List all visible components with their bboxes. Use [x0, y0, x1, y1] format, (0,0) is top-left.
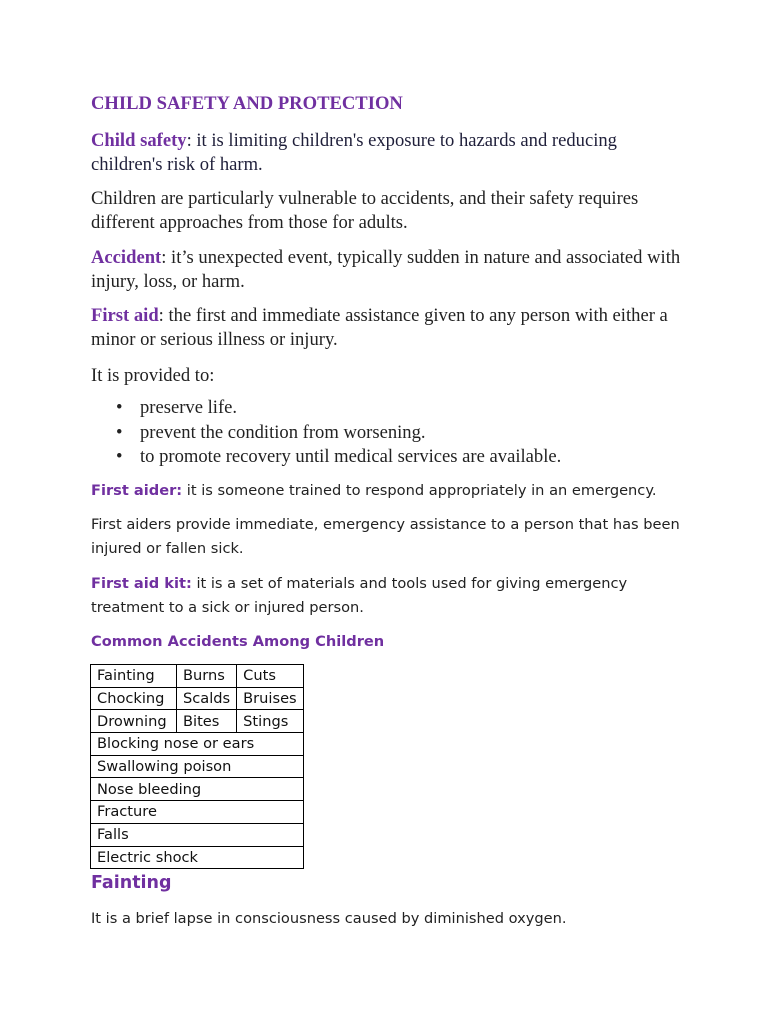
table-cell: Nose bleeding [91, 778, 304, 801]
table-row [91, 778, 304, 801]
accident-term: Accident [91, 247, 162, 268]
first-aid-paragraph [91, 304, 701, 352]
accidents-heading: Common Accidents Among Children [91, 633, 385, 650]
table-cell: Bruises [237, 687, 304, 710]
first-aid-kit-definition: it is a set of materials and tools used for giving emergency treatment to a sick or injured person. [91, 575, 628, 616]
first-aider-paragraph [91, 479, 691, 503]
list-item: • preserve life. [140, 396, 561, 421]
provided-list [91, 396, 561, 470]
child-safety-definition: : it is limiting children's exposure to hazards and reducing children's risk of harm. [91, 130, 617, 175]
table-row [91, 665, 304, 688]
fainting-heading: Fainting [91, 873, 172, 893]
table-cell: Fracture [91, 801, 304, 824]
table-cell: Electric shock [91, 846, 304, 869]
page-title: CHILD SAFETY AND PROTECTION [91, 93, 403, 114]
fainting-text: It is a brief lapse in consciousness caused by diminished oxygen. [91, 910, 567, 927]
table-cell: Fainting [91, 665, 177, 688]
table-cell: Scalds [177, 687, 237, 710]
table-cell: Drowning [91, 710, 177, 733]
provided-intro: It is provided to: [91, 365, 215, 386]
table-cell: Falls [91, 823, 304, 846]
table-row [91, 733, 304, 756]
first-aid-kit-paragraph [91, 572, 691, 619]
list-item: • prevent the condition from worsening. [140, 421, 561, 446]
accident-paragraph [91, 246, 691, 294]
table-row [91, 687, 304, 710]
table-cell: Swallowing poison [91, 755, 304, 778]
table-cell: Blocking nose or ears [91, 733, 304, 756]
table-row [91, 823, 304, 846]
table-cell: Stings [237, 710, 304, 733]
table-row [91, 755, 304, 778]
list-item: • to promote recovery until medical services are available. [140, 445, 561, 470]
table-cell: Chocking [91, 687, 177, 710]
table-cell: Bites [177, 710, 237, 733]
table-cell: Burns [177, 665, 237, 688]
first-aider-term: First aider: [91, 482, 183, 499]
child-safety-term: Child safety [91, 130, 187, 151]
child-safety-paragraph [91, 129, 691, 177]
table-row [91, 801, 304, 824]
first-aider-definition: it is someone trained to respond appropriately in an emergency. [182, 482, 657, 499]
table-cell: Cuts [237, 665, 304, 688]
first-aid-kit-term: First aid kit: [91, 575, 192, 592]
table-row [91, 710, 304, 733]
vulnerable-paragraph: Children are particularly vulnerable to accidents, and their safety requires different approaches from those for adults. [91, 188, 639, 233]
table-row [91, 846, 304, 869]
accidents-table [90, 664, 304, 869]
first-aid-term: First aid [91, 305, 159, 326]
accident-definition: : it’s unexpected event, typically sudden in nature and associated with injury, loss, or harm. [91, 247, 681, 292]
first-aiders-paragraph: First aiders provide immediate, emergency assistance to a person that has been injured or fallen sick. [91, 516, 680, 557]
first-aid-definition: : the first and immediate assistance given to any person with either a minor or serious illness or injury. [91, 305, 668, 350]
